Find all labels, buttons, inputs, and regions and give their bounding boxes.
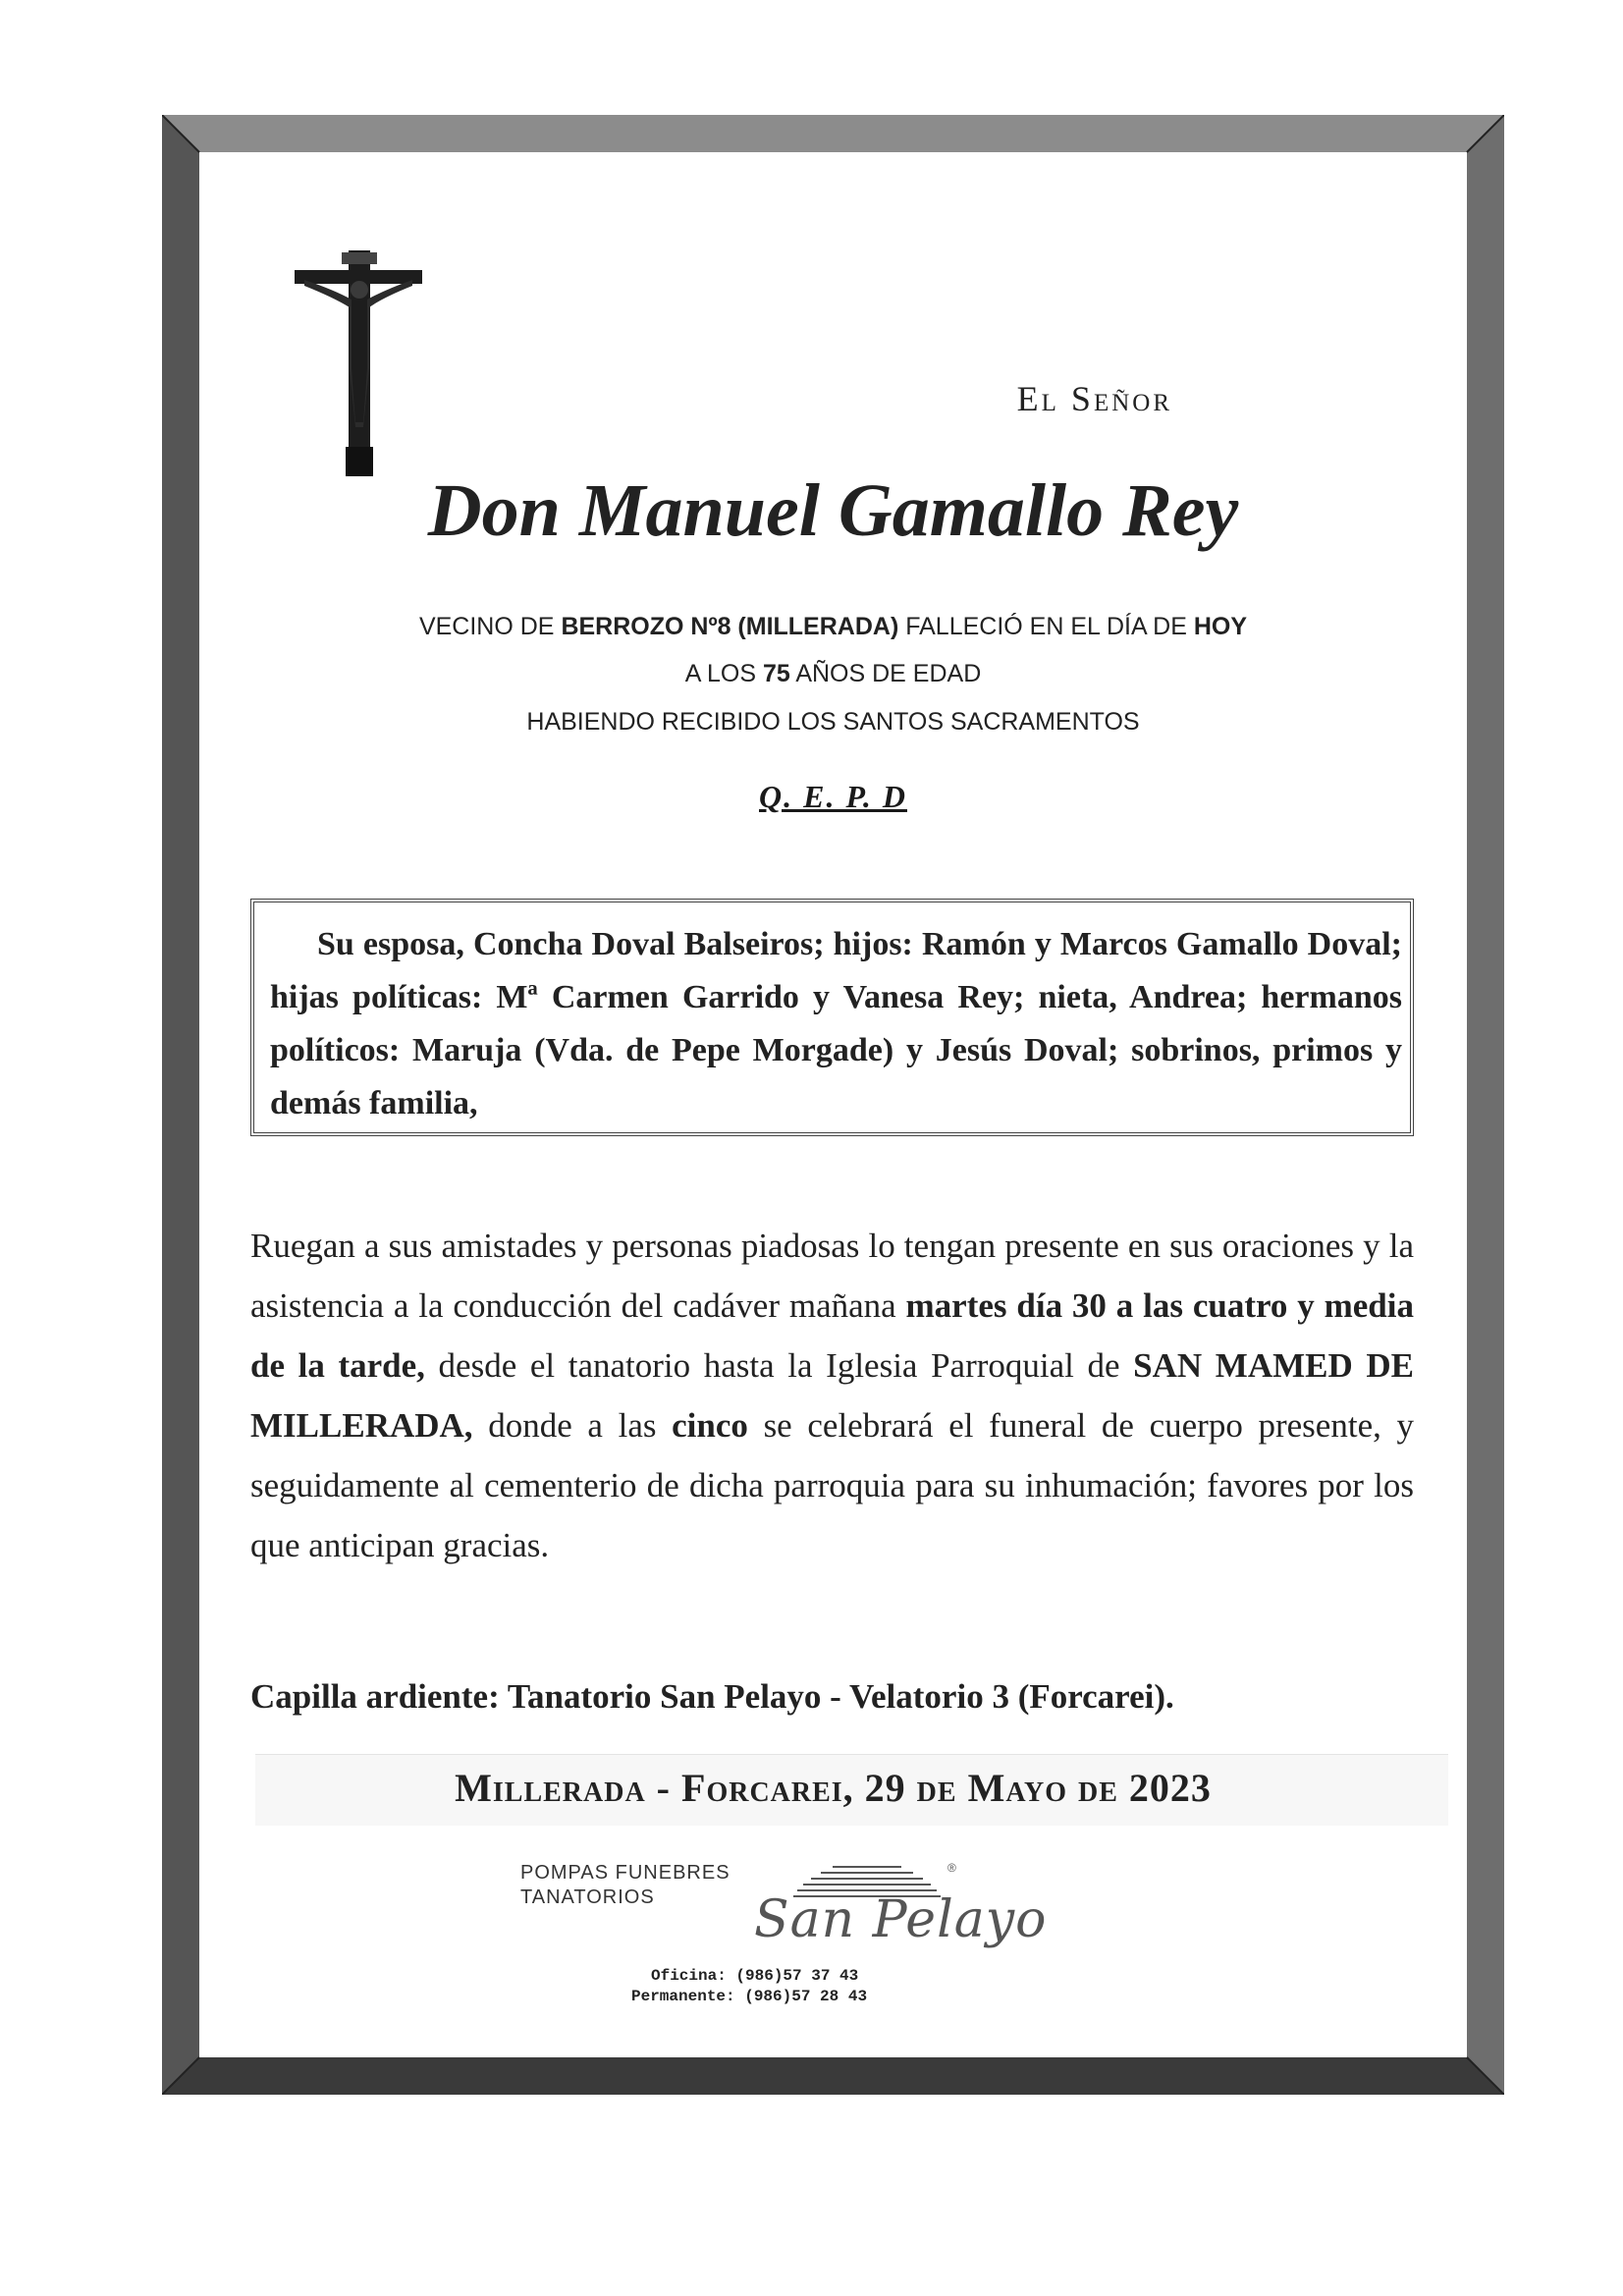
body-text: se celebrará el funeral de cuerpo presente, y seguidamente al cementerio de dicha parroquia para su inhumación; favores por los que anticipan gracias. <box>250 1406 1415 1564</box>
obituary-content <box>199 152 1467 2057</box>
body-church: SAN MAMED DE MILLERADA, <box>250 1346 1415 1445</box>
permanent-phone: Permanente: (986)57 28 43 <box>631 1988 868 2005</box>
body-date-time: martes día 30 a las cuatro y media de la tarde, <box>250 1286 1414 1385</box>
details-text: VECINO DE <box>418 613 562 640</box>
company-name <box>520 1861 730 1910</box>
obituary-frame <box>162 115 1504 2095</box>
brand-logo-text: San Pelayo <box>754 1890 1048 1949</box>
details-age: 75 <box>762 660 790 687</box>
details-line-3: HABIENDO RECIBIDO LOS SANTOS SACRAMENTOS <box>526 708 1140 736</box>
details-line-2 <box>199 660 1467 688</box>
family-text: Su esposa, Concha Doval Balseiros; hijos: Ramón y Marcos Gamallo Doval; hijas políticas: Mª Carmen Garrido y Vanesa Rey; nieta, Andrea; hermanos políticos: Maruja (Vda. de Pepe Morgade) y Jesús Doval; sobrinos, primos y demás familia, <box>270 926 1402 1121</box>
details-day: HOY <box>1193 613 1248 640</box>
crucifix-icon <box>295 250 422 476</box>
details-text: FALLECIÓ EN EL DÍA DE <box>898 613 1194 640</box>
details-address: BERROZO Nº8 (MILLERADA) <box>561 613 899 640</box>
announcement-body <box>250 1216 1414 1575</box>
office-phone: Oficina: (986)57 37 43 <box>651 1967 859 1985</box>
place-date: Millerada - Forcarei, 29 de Mayo de 2023 <box>455 1766 1212 1810</box>
details-line-1 <box>199 613 1467 641</box>
body-funeral-time: cinco <box>672 1406 748 1445</box>
company-line-2: TANATORIOS <box>520 1886 655 1908</box>
body-text: Ruegan a sus amistades y personas piadosas lo tengan presente en sus oraciones y la asistencia a la conducción del cadáver mañana <box>250 1227 1414 1325</box>
qepd-label: Q. E. P. D <box>759 779 907 814</box>
details-text: A LOS <box>684 660 763 687</box>
registered-mark: ® <box>947 1861 956 1875</box>
family-box <box>250 899 1414 1136</box>
capilla-ardiente: Capilla ardiente: Tanatorio San Pelayo - Velatorio 3 (Forcarei). <box>250 1677 1174 1716</box>
body-text: desde el tanatorio hasta la Iglesia Parroquial de <box>424 1346 1134 1385</box>
body-text: donde a las <box>472 1406 673 1445</box>
company-contacts <box>631 1966 867 2007</box>
details-text: AÑOS DE EDAD <box>789 660 982 687</box>
deceased-name: Don Manuel Gamallo Rey <box>427 469 1239 552</box>
title-el-senor: El Señor <box>1016 379 1172 418</box>
company-line-1: POMPAS FUNEBRES <box>520 1862 730 1884</box>
